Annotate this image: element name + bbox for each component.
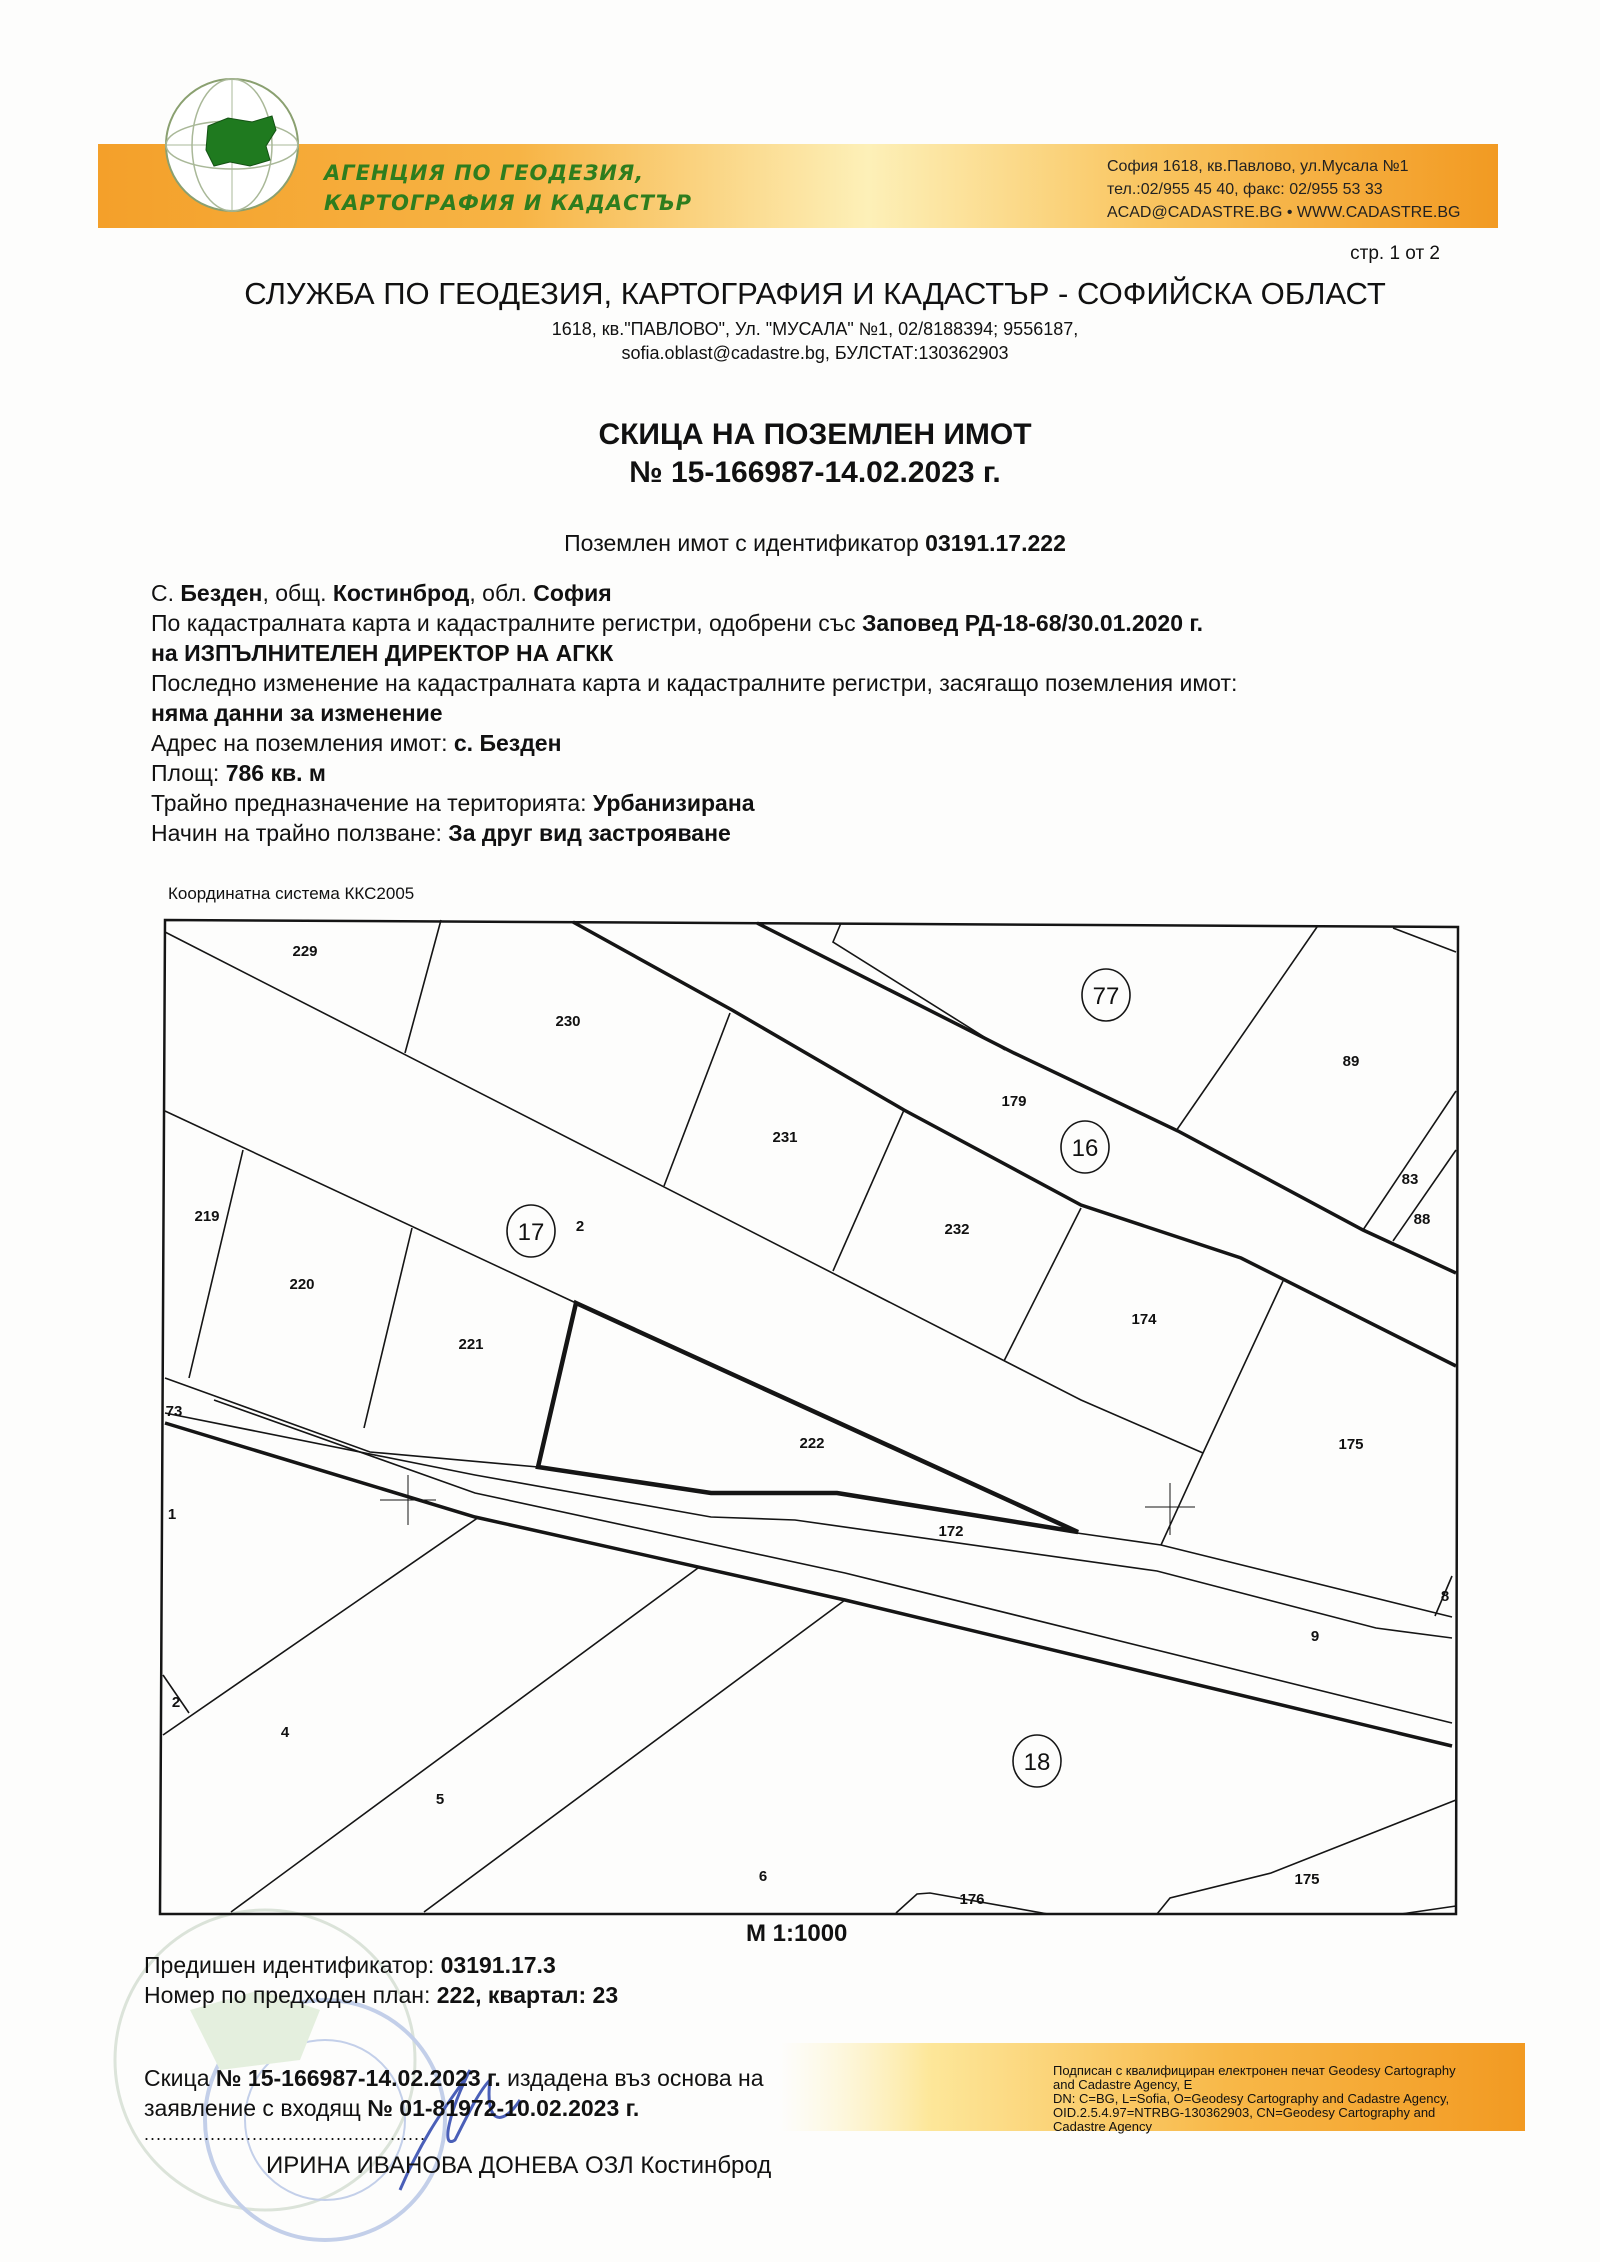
parcel-label[interactable]: 220 xyxy=(289,1276,315,1293)
parcel-label[interactable]: 232 xyxy=(944,1221,970,1238)
address-value: с. Безден xyxy=(453,730,562,756)
parcel-label[interactable]: 172 xyxy=(938,1523,964,1540)
previous-plan-line xyxy=(144,1980,618,2010)
parcel-label[interactable]: 219 xyxy=(194,1208,220,1225)
block-label: 16 xyxy=(1071,1135,1099,1162)
agency-name-line1: АГЕНЦИЯ ПО ГЕОДЕЗИЯ, xyxy=(324,161,645,185)
grid-crosshairs xyxy=(380,1475,1195,1535)
previous-id-value: 03191.17.3 xyxy=(440,1952,556,1978)
purpose-value: Урбанизирана xyxy=(592,790,755,816)
contact-web[interactable]: ACAD@CADASTRE.BG • WWW.CADASTRE.BG xyxy=(1107,204,1461,221)
office-title: СЛУЖБА ПО ГЕОДЕЗИЯ, КАРТОГРАФИЯ И КАДАСТЪР - СОФИЙСКА ОБЛАСТ xyxy=(244,276,1386,311)
subject-parcel-222-boundary xyxy=(538,1303,1078,1532)
e-seal-line: OID.2.5.4.97=NTRBG-130362903, CN=Geodesy Cartography and xyxy=(1053,2105,1436,2120)
region: София xyxy=(533,580,612,606)
parcel-label[interactable]: 6 xyxy=(758,1868,768,1885)
parcel-label[interactable]: 73 xyxy=(165,1403,183,1420)
coordinate-system: Координатна система ККС2005 xyxy=(168,884,415,903)
map-approval-label: По кадастралната карта и кадастралните регистри, одобрени със xyxy=(151,610,862,636)
block-label: 18 xyxy=(1023,1749,1051,1776)
address-label: Адрес на поземления имот: xyxy=(151,730,454,756)
parcel-label[interactable]: 8 xyxy=(1440,1588,1450,1605)
contact-phone: тел.:02/955 45 40, факс: 02/955 53 33 xyxy=(1107,181,1383,198)
parcel-label[interactable]: 1 xyxy=(167,1506,177,1523)
e-seal-line: DN: C=BG, L=Sofia, O=Geodesy Cartography and Cadastre Agency, xyxy=(1053,2091,1450,2106)
last-change-value: няма данни за изменение xyxy=(151,700,443,726)
parcel-labels xyxy=(166,943,1450,1908)
reg-prefix: , обл. xyxy=(469,580,534,606)
area-label: Площ: xyxy=(151,760,226,786)
municipality: Костинброд xyxy=(332,580,470,606)
parcel-label[interactable]: 175 xyxy=(1338,1436,1364,1453)
parcel-label[interactable]: 174 xyxy=(1131,1311,1157,1328)
last-change-label: Последно изменение на кадастралната карта и кадастралните регистри, засягащо поземления имот: xyxy=(151,670,1238,696)
identifier-label: Поземлен имот с идентификатор xyxy=(564,530,926,556)
parcel-label[interactable]: 221 xyxy=(458,1336,484,1353)
document-title: СКИЦА НА ПОЗЕМЛЕН ИМОТ xyxy=(598,418,1032,451)
block-label: 17 xyxy=(517,1219,545,1246)
usage-value: За друг вид застрояване xyxy=(448,820,731,846)
loc-prefix: С. xyxy=(151,580,181,606)
parcel-label[interactable]: 229 xyxy=(292,943,318,960)
parcel-label[interactable]: 175 xyxy=(1294,1871,1320,1888)
subject-parcel-label[interactable]: 222 xyxy=(799,1435,825,1452)
parcel-label[interactable]: 5 xyxy=(435,1791,445,1808)
parcel-label[interactable]: 2 xyxy=(171,1694,181,1711)
parcel-boundaries xyxy=(163,920,1456,1914)
application-number: № 01-81972-10.02.2023 г. xyxy=(367,2095,640,2121)
approval-order: Заповед РД-18-68/30.01.2020 г. xyxy=(861,610,1204,636)
parcel-label[interactable]: 9 xyxy=(1310,1628,1320,1645)
parcel-label[interactable]: 88 xyxy=(1413,1211,1431,1228)
e-seal-line: and Cadastre Agency, E xyxy=(1053,2077,1193,2092)
e-seal-line: Cadastre Agency xyxy=(1053,2119,1153,2134)
agency-name-line2: КАРТОГРАФИЯ И КАДАСТЪР xyxy=(324,191,693,215)
mun-prefix: , общ. xyxy=(262,580,333,606)
previous-plan-value: 222, квартал: 23 xyxy=(436,1982,619,2008)
issued-prefix: Скица xyxy=(144,2065,216,2091)
previous-id-label: Предишен идентификатор: xyxy=(144,1952,441,1978)
parcel-label[interactable]: 2 xyxy=(575,1218,585,1235)
parcel-label[interactable]: 231 xyxy=(772,1129,798,1146)
map-frame xyxy=(160,920,1458,1914)
purpose-label: Трайно предназначение на територията: xyxy=(151,790,593,816)
signature-line: ............................................... xyxy=(144,2124,427,2144)
block-boundaries xyxy=(165,922,1456,1746)
parcel-label[interactable]: 83 xyxy=(1401,1171,1419,1188)
approval-authority: на ИЗПЪЛНИТЕЛЕН ДИРЕКТОР НА АГКК xyxy=(151,640,614,666)
document-number: № 15-166987-14.02.2023 г. xyxy=(629,456,1001,489)
electronic-seal-info xyxy=(1053,2064,1456,2134)
previous-plan-label: Номер по предходен план: xyxy=(144,1982,437,2008)
e-seal-line: Подписан с квалифициран електронен печат Geodesy Cartography xyxy=(1053,2063,1456,2078)
contact-address: София 1618, кв.Павлово, ул.Мусала №1 xyxy=(1107,158,1409,175)
previous-data xyxy=(144,1950,618,2010)
page-number: стр. 1 от 2 xyxy=(1350,243,1440,264)
parcel-label[interactable]: 230 xyxy=(555,1013,581,1030)
parcel-label[interactable]: 179 xyxy=(1001,1093,1027,1110)
office-address: 1618, кв."ПАВЛОВО", Ул. "МУСАЛА" №1, 02/8188394; 9556187, xyxy=(551,319,1079,339)
parcel-label[interactable]: 176 xyxy=(959,1891,985,1908)
block-label: 77 xyxy=(1092,983,1120,1010)
village: Безден xyxy=(180,580,263,606)
area-value: 786 кв. м xyxy=(225,760,326,786)
identifier-value: 03191.17.222 xyxy=(925,530,1066,556)
parcel-label[interactable]: 89 xyxy=(1342,1053,1360,1070)
previous-id-line xyxy=(144,1950,618,1980)
issuance-statement xyxy=(144,2063,764,2123)
map-scale: М 1:1000 xyxy=(746,1920,848,1947)
usage-label: Начин на трайно ползване: xyxy=(151,820,449,846)
issued-basis: издадена въз основа на xyxy=(500,2065,764,2091)
application-prefix: заявление с входящ xyxy=(144,2095,368,2121)
issued-number: № 15-166987-14.02.2023 г. xyxy=(215,2065,501,2091)
parcel-label[interactable]: 4 xyxy=(280,1724,290,1741)
office-email: sofia.oblast@cadastre.bg, БУЛСТАТ:130362903 xyxy=(621,343,1009,363)
signatory-name: ИРИНА ИВАНОВА ДОНЕВА ОЗЛ Костинброд xyxy=(266,2152,772,2179)
